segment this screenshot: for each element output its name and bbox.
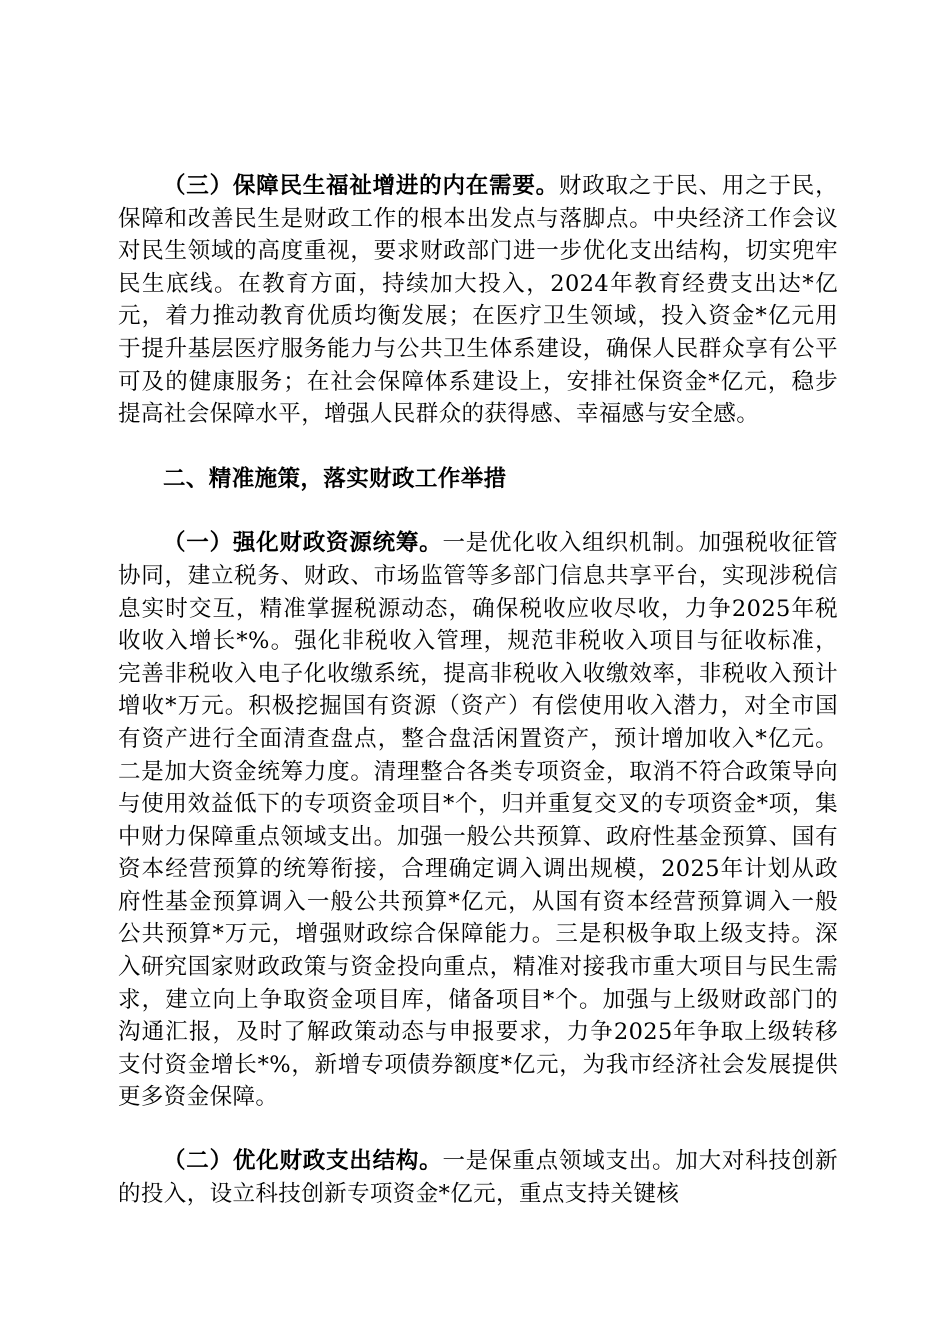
paragraph-livelihood: [118, 170, 838, 431]
paragraph-body: 一是优化收入组织机制。加强税收征管协同，建立税务、财政、市场监管等多部门信息共享平台，实现涉税信息实时交互，精准掌握税源动态，确保税收应收尽收，力争2025年税收收入增长*%。强化非税收入管理，规范非税收入项目与征收标准，完善非税收入电子化收缴系统，提高非税收入收缴效率，非税收入预计增收*万元。积极挖掘国有资源（资产）有偿使用收入潜力，对全市国有资产进行全面清查盘点，整合盘活闲置资产，预计增加收入*亿元。二是加大资金统筹力度。清理整合各类专项资金，取消不符合政策导向与使用效益低下的专项资金项目*个，归并重复交叉的专项资金*项，集中财力保障重点领域支出。加强一般公共预算、政府性基金预算、国有资本经营预算的统筹衔接，合理确定调入调出规模，2025年计划从政府性基金预算调入一般公共预算*亿元，从国有资本经营预算调入一般公共预算*万元，增强财政综合保障能力。三是积极争取上级支持。深入研究国家财政政策与资金投向重点，精准对接我市重大项目与民生需求，建立向上争取资金项目库，储备项目*个。加强与上级财政部门的沟通汇报，及时了解政策动态与申报要求，力争2025年争取上级转移支付资金增长*%，新增专项债券额度*亿元，为我市经济社会发展提供更多资金保障。: [118, 530, 838, 1111]
document-page: [118, 170, 838, 1210]
paragraph-body: 财政取之于民、用之于民，保障和改善民生是财政工作的根本出发点与落脚点。中央经济工作会议对民生领域的高度重视，要求财政部门进一步优化支出结构，切实兜牢民生底线。在教育方面，持续加大投入，2024年教育经费支出达*亿元，着力推动教育优质均衡发展；在医疗卫生领域，投入资金*亿元用于提升基层医疗服务能力与公共卫生体系建设，确保人民群众享有公平可及的健康服务；在社会保障体系建设上，安排社保资金*亿元，稳步提高社会保障水平，增强人民群众的获得感、幸福感与安全感。: [118, 173, 838, 428]
paragraph-resource-coordination: [118, 527, 838, 1114]
section-heading: 二、精准施策，落实财政工作举措: [163, 465, 507, 492]
paragraph-expenditure-structure: [118, 1145, 838, 1210]
paragraph-lead: （二）优化财政支出结构。: [163, 1148, 443, 1175]
paragraph-lead: （三）保障民生福祉增进的内在需要。: [163, 173, 559, 199]
paragraph-body: 一是保重点领域支出。加大对科技创新的投入，设立科技创新专项资金*亿元，重点支持关键核: [118, 1148, 838, 1207]
paragraph-lead: （一）强化财政资源统筹。: [163, 530, 443, 557]
